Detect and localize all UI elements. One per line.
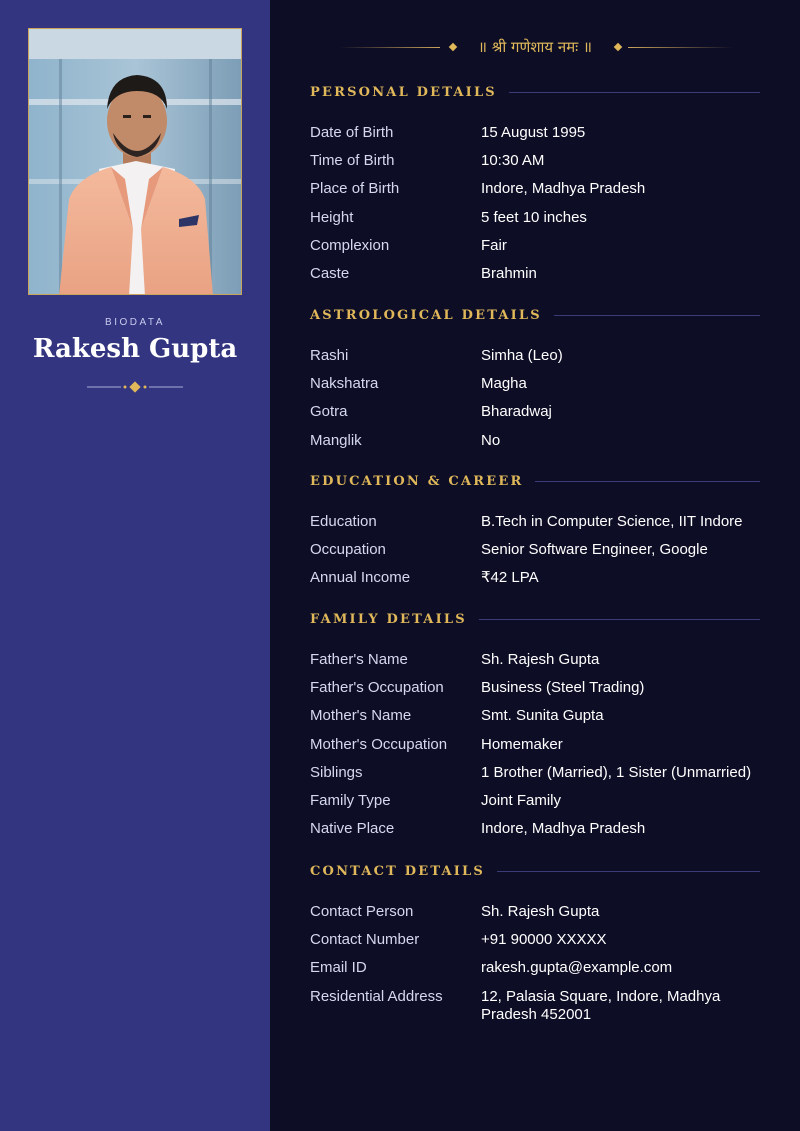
person-name: Rakesh Gupta: [32, 334, 238, 364]
detail-row: [310, 152, 760, 180]
detail-row: [310, 403, 760, 431]
detail-label: Time of Birth: [310, 152, 395, 170]
detail-label: Contact Number: [310, 931, 420, 949]
detail-value: Sh. Rajesh Gupta: [481, 903, 600, 920]
detail-label: Family Type: [310, 791, 391, 809]
detail-value: 12, Palasia Square, Indore, Madhya Pradesh 452001: [481, 987, 721, 1023]
detail-row: [310, 209, 760, 237]
detail-row: [310, 931, 760, 959]
detail-row: [310, 265, 760, 293]
detail-value: Business (Steel Trading): [481, 679, 645, 697]
detail-row: [310, 569, 760, 597]
detail-row: [310, 432, 760, 460]
detail-value: Indore, Madhya Pradesh: [481, 180, 646, 198]
detail-value: 1 Brother (Married), 1 Sister (Unmarried): [481, 763, 752, 781]
section-astrological-details: [310, 306, 760, 460]
detail-value: Senior Software Engineer, Google: [481, 541, 708, 559]
detail-label: Mother's Name: [310, 707, 412, 725]
section-title: ASTROLOGICAL DETAILS: [310, 308, 554, 323]
section-personal-details: [310, 83, 760, 293]
detail-label: Mother's Occupation: [310, 735, 448, 753]
detail-row: [310, 679, 760, 707]
detail-label: Gotra: [310, 403, 348, 421]
detail-label: Residential Address: [310, 987, 443, 1005]
detail-row: [310, 988, 760, 1032]
detail-row: [310, 375, 760, 403]
detail-row: [310, 903, 760, 931]
detail-label: Contact Person: [310, 903, 414, 920]
detail-value: No: [481, 431, 501, 449]
detail-label: Father's Name: [310, 651, 408, 668]
section-education-career: [310, 472, 760, 598]
detail-label: Annual Income: [310, 569, 411, 587]
detail-label: Nakshatra: [310, 375, 379, 393]
detail-label: Education: [310, 513, 377, 530]
detail-value: Homemaker: [481, 735, 563, 753]
detail-value: Joint Family: [481, 791, 562, 809]
detail-label: Occupation: [310, 541, 386, 559]
detail-row: [310, 792, 760, 820]
biodata-label: BIODATA: [105, 317, 165, 328]
diamond-icon: [449, 43, 457, 51]
detail-row: [310, 764, 760, 792]
detail-label: Date of Birth: [310, 124, 394, 141]
detail-label: Complexion: [310, 236, 390, 254]
detail-value: Magha: [481, 375, 527, 393]
detail-row: [310, 237, 760, 265]
detail-value: Fair: [481, 236, 507, 254]
detail-label: Email ID: [310, 959, 367, 977]
invocation-text: ॥ श्री गणेशाय नमः ॥: [478, 38, 592, 56]
detail-label: Caste: [310, 264, 350, 282]
profile-photo: [28, 28, 242, 295]
detail-value: 10:30 AM: [481, 152, 545, 170]
detail-label: Manglik: [310, 431, 362, 449]
detail-label: Place of Birth: [310, 180, 400, 198]
detail-row: [310, 347, 760, 375]
detail-value: 15 August 1995: [481, 124, 586, 141]
detail-value: Indore, Madhya Pradesh: [481, 820, 646, 838]
detail-row: [310, 707, 760, 735]
detail-row: [310, 736, 760, 764]
detail-label: Height: [310, 208, 354, 226]
invocation-header: [270, 36, 800, 60]
detail-row: [310, 651, 760, 679]
diamond-icon: [614, 43, 622, 51]
sidebar: [0, 0, 270, 1131]
detail-row: [310, 959, 760, 987]
ornament-divider-icon: [85, 380, 185, 394]
detail-value: Brahmin: [481, 264, 537, 282]
detail-row: [310, 820, 760, 848]
detail-value: 5 feet 10 inches: [481, 208, 587, 226]
detail-value: Sh. Rajesh Gupta: [481, 651, 600, 668]
detail-row: [310, 513, 760, 541]
section-title: EDUCATION & CAREER: [310, 474, 535, 489]
section-contact-details: [310, 862, 760, 1032]
detail-value: B.Tech in Computer Science, IIT Indore: [481, 513, 743, 530]
detail-value: Simha (Leo): [481, 347, 563, 364]
section-title: PERSONAL DETAILS: [310, 85, 509, 100]
detail-value: Smt. Sunita Gupta: [481, 707, 604, 725]
main-content: [270, 0, 800, 1131]
detail-row: [310, 124, 760, 152]
detail-value: Bharadwaj: [481, 403, 552, 421]
detail-value: +91 90000 XXXXX: [481, 931, 607, 949]
section-title: CONTACT DETAILS: [310, 864, 497, 879]
detail-label: Siblings: [310, 763, 363, 781]
detail-row: [310, 180, 760, 208]
detail-label: Native Place: [310, 820, 395, 838]
detail-label: Father's Occupation: [310, 679, 444, 697]
detail-value: rakesh.gupta@example.com: [481, 959, 673, 977]
detail-value: ₹42 LPA: [481, 569, 539, 587]
section-title: FAMILY DETAILS: [310, 612, 479, 627]
detail-row: [310, 541, 760, 569]
detail-label: Rashi: [310, 347, 349, 364]
section-family-details: [310, 610, 760, 848]
